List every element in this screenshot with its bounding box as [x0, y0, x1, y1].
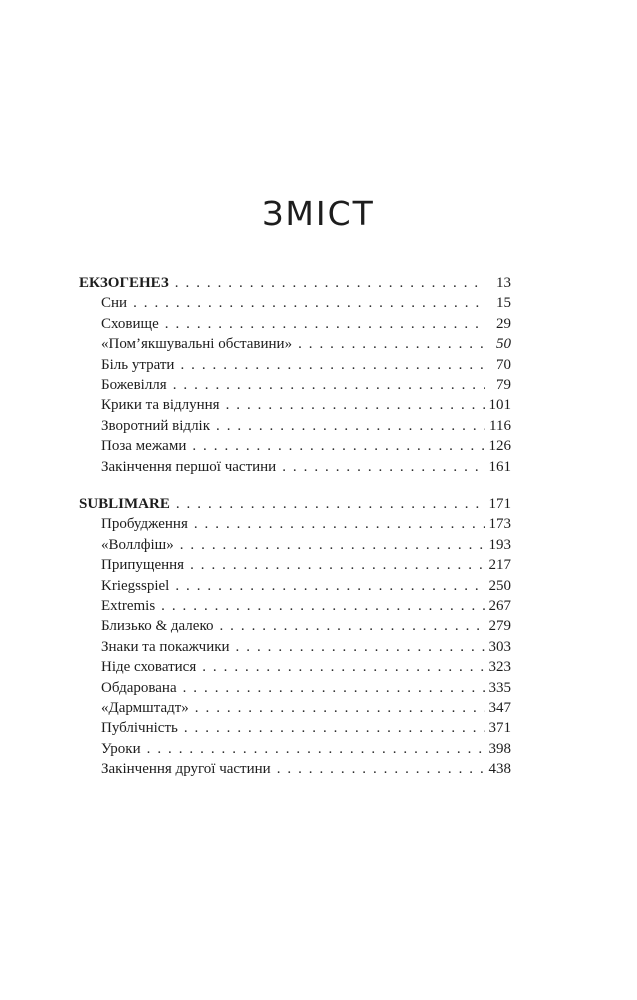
page-number: 29	[496, 315, 511, 332]
dot-leader	[180, 355, 485, 375]
toc-entry[interactable]	[79, 637, 511, 657]
chapter-title: Поза межами	[101, 438, 187, 455]
page-number: 70	[496, 356, 511, 373]
chapter-title: Близько & далеко	[101, 618, 214, 635]
page-number: 116	[489, 417, 511, 434]
dot-leader	[202, 657, 484, 677]
chapter-title: Пробудження	[101, 516, 188, 533]
dot-leader	[184, 718, 485, 738]
toc-entry[interactable]	[79, 718, 511, 738]
chapter-title: Kriegsspiel	[101, 577, 170, 594]
toc-part-2	[79, 494, 511, 779]
dot-leader	[180, 535, 485, 555]
dot-leader	[277, 759, 485, 779]
toc-entry[interactable]	[79, 457, 511, 477]
page-number: 193	[488, 536, 511, 553]
toc-entry[interactable]	[79, 759, 511, 779]
toc-entry[interactable]	[79, 678, 511, 698]
page-number: 171	[488, 496, 511, 512]
page-number: 335	[488, 679, 511, 696]
dot-leader	[282, 457, 484, 477]
dot-leader	[175, 273, 485, 293]
part-title: ЕКЗОГЕНЕЗ	[79, 275, 169, 291]
chapter-title: Зворотний відлік	[101, 417, 211, 434]
toc-entry[interactable]	[79, 596, 511, 616]
dot-leader	[226, 395, 485, 415]
toc-entry[interactable]	[79, 616, 511, 636]
toc-entry[interactable]	[79, 293, 511, 313]
page-number: 101	[488, 397, 511, 414]
toc-entry[interactable]	[79, 395, 511, 415]
toc-entry[interactable]	[79, 535, 511, 555]
page-number: 250	[488, 577, 511, 594]
page-number: 303	[488, 638, 511, 655]
chapter-title: Біль утрати	[101, 356, 175, 373]
dot-leader	[219, 616, 484, 636]
page-number: 161	[488, 458, 511, 475]
dot-leader	[216, 416, 485, 436]
dot-leader	[298, 334, 485, 354]
toc-entry[interactable]	[79, 436, 511, 456]
page-number: 438	[488, 761, 511, 778]
chapter-title: Закінчення першої частини	[101, 458, 277, 475]
chapter-title: Ніде сховатися	[101, 659, 197, 676]
toc-entry[interactable]	[79, 355, 511, 375]
page-number: 398	[488, 740, 511, 757]
page-number: 217	[488, 557, 511, 574]
toc-entry[interactable]	[79, 576, 511, 596]
page-number: 279	[488, 618, 511, 635]
dot-leader	[175, 576, 484, 596]
dot-leader	[161, 596, 484, 616]
page-number: 126	[488, 438, 511, 455]
chapter-title: Сни	[101, 295, 128, 312]
dot-leader	[133, 293, 485, 313]
chapter-title: Публічність	[101, 720, 178, 737]
page-number: 347	[488, 699, 511, 716]
part-title: SUBLIMARE	[79, 496, 170, 512]
page-number: 79	[496, 376, 511, 393]
toc-entry[interactable]	[79, 416, 511, 436]
toc-entry[interactable]	[79, 314, 511, 334]
dot-leader	[183, 678, 485, 698]
part-heading[interactable]	[79, 494, 511, 514]
toc-entry[interactable]	[79, 739, 511, 759]
dot-leader	[190, 555, 484, 575]
chapter-title: «Воллфіш»	[101, 536, 174, 553]
page-number: 173	[488, 516, 511, 533]
page-number: 323	[488, 659, 511, 676]
chapter-title: Божевілля	[101, 376, 167, 393]
dot-leader	[176, 494, 485, 514]
toc-entry[interactable]	[79, 555, 511, 575]
toc-entry[interactable]	[79, 698, 511, 718]
chapter-title: Сховище	[101, 315, 159, 332]
page-number: 267	[488, 597, 511, 614]
dot-leader	[194, 514, 485, 534]
page-number: 50	[496, 336, 511, 353]
toc-entry[interactable]	[79, 334, 511, 354]
dot-leader	[147, 739, 485, 759]
chapter-title: «Дармштадт»	[101, 699, 189, 716]
toc-entry[interactable]	[79, 514, 511, 534]
toc-entry[interactable]	[79, 375, 511, 395]
dot-leader	[192, 436, 484, 456]
page-number: 13	[496, 275, 511, 291]
page-number: 15	[496, 295, 511, 312]
page-number: 371	[488, 720, 511, 737]
dot-leader	[236, 637, 485, 657]
chapter-title: Закінчення другої частини	[101, 761, 271, 778]
dot-leader	[195, 698, 485, 718]
chapter-title: «Пом’якшувальні обставини»	[101, 336, 293, 353]
chapter-title: Крики та відлуння	[101, 397, 220, 414]
dot-leader	[173, 375, 485, 395]
chapter-title: Обдарована	[101, 679, 177, 696]
part-heading[interactable]	[79, 273, 511, 293]
page-title: ЗМІСТ	[262, 194, 375, 233]
chapter-title: Уроки	[101, 740, 141, 757]
dot-leader	[165, 314, 485, 334]
chapter-title: Extremis	[101, 597, 156, 614]
chapter-title: Знаки та покажчики	[101, 638, 230, 655]
toc-entry[interactable]	[79, 657, 511, 677]
toc-part-1	[79, 273, 511, 477]
chapter-title: Припущення	[101, 557, 185, 574]
